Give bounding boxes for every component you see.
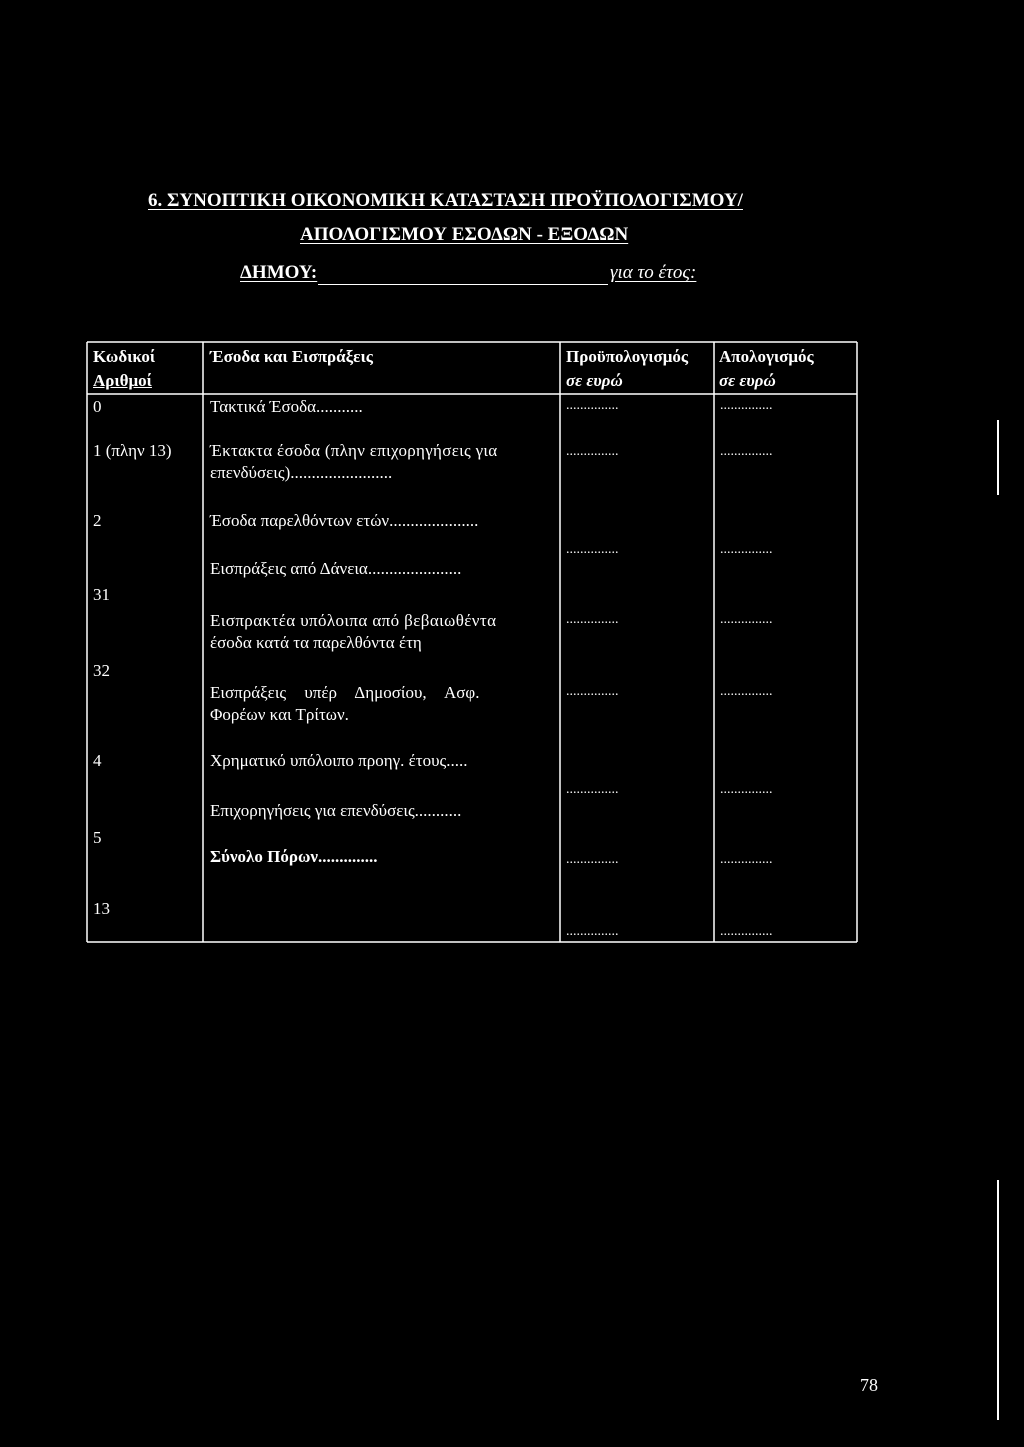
accounts-placeholder: ............... [720, 398, 773, 413]
accounts-placeholder: ............... [720, 684, 773, 699]
item-extraordinary-line2: επενδύσεις)........................ [210, 463, 393, 482]
header-revenue: Έσοδα και Εισπράξεις [210, 347, 373, 366]
item-grants: Επιχορηγήσεις για επενδύσεις........... [210, 801, 462, 820]
item-third-party-line1: Εισπράξεις υπέρ Δημοσίου, Ασφ. [210, 683, 480, 702]
accounts-placeholder: ............... [720, 542, 773, 557]
year-label: για το έτος: [610, 262, 697, 283]
item-receivables-line2: έσοδα κατά τα παρελθόντα έτη [210, 633, 422, 652]
header-accounts-line1: Απολογισμός [719, 347, 814, 366]
accounts-placeholder: ............... [720, 852, 773, 867]
item-loans: Εισπράξεις από Δάνεια...................... [210, 559, 462, 578]
code-cell: 5 [93, 828, 102, 847]
document-title-line2: ΑΠΟΛΟΓΙΣΜΟΥ ΕΣΟΔΩΝ - ΕΞΟΔΩΝ [300, 224, 629, 245]
item-receivables-line1: Εισπρακτέα υπόλοιπα από βεβαιωθέντα [210, 611, 497, 630]
code-cell: 13 [93, 899, 110, 918]
budget-placeholder: ............... [566, 444, 619, 459]
code-cell: 0 [93, 397, 102, 416]
code-cell: 32 [93, 661, 110, 680]
header-accounts-line2: σε ευρώ [719, 371, 776, 390]
budget-placeholder: ............... [566, 782, 619, 797]
page-number: 78 [860, 1375, 878, 1395]
item-past-years: Έσοδα παρελθόντων ετών..................... [210, 511, 479, 530]
item-total: Σύνολο Πόρων.............. [210, 847, 378, 866]
budget-placeholder: ............... [566, 542, 619, 557]
code-cell: 4 [93, 751, 102, 770]
budget-placeholder: ............... [566, 852, 619, 867]
code-cell: 31 [93, 585, 110, 604]
accounts-placeholder: ............... [720, 612, 773, 627]
municipality-label: ΔΗΜΟΥ: [240, 262, 318, 283]
header-codes-line2: Αριθμοί [93, 371, 152, 390]
header-budget-line2: σε ευρώ [566, 371, 623, 390]
budget-placeholder: ............... [566, 612, 619, 627]
document-title-line1: 6. ΣΥΝΟΠΤΙΚΗ ΟΙΚΟΝΟΜΙΚΗ ΚΑΤΑΣΤΑΣΗ ΠΡΟΫΠΟΛΟΓΙΣΜΟΥ/ [148, 190, 743, 211]
header-budget-line1: Προϋπολογισμός [566, 347, 689, 366]
code-cell: 1 (πλην 13) [93, 441, 172, 460]
accounts-placeholder: ............... [720, 924, 773, 939]
budget-placeholder: ............... [566, 684, 619, 699]
header-codes-line1: Κωδικοί [93, 347, 156, 366]
budget-placeholder: ............... [566, 924, 619, 939]
budget-placeholder: ............... [566, 398, 619, 413]
accounts-placeholder: ............... [720, 444, 773, 459]
accounts-placeholder: ............... [720, 782, 773, 797]
code-cell: 2 [93, 511, 102, 530]
item-cash-balance: Χρηματικό υπόλοιπο προηγ. έτους..... [210, 751, 468, 770]
item-third-party-line2: Φορέων και Τρίτων. [210, 705, 349, 724]
item-regular-revenue: Τακτικά Έσοδα........... [210, 397, 363, 416]
item-extraordinary-line1: Έκτακτα έσοδα (πλην επιχορηγήσεις για [210, 441, 498, 460]
